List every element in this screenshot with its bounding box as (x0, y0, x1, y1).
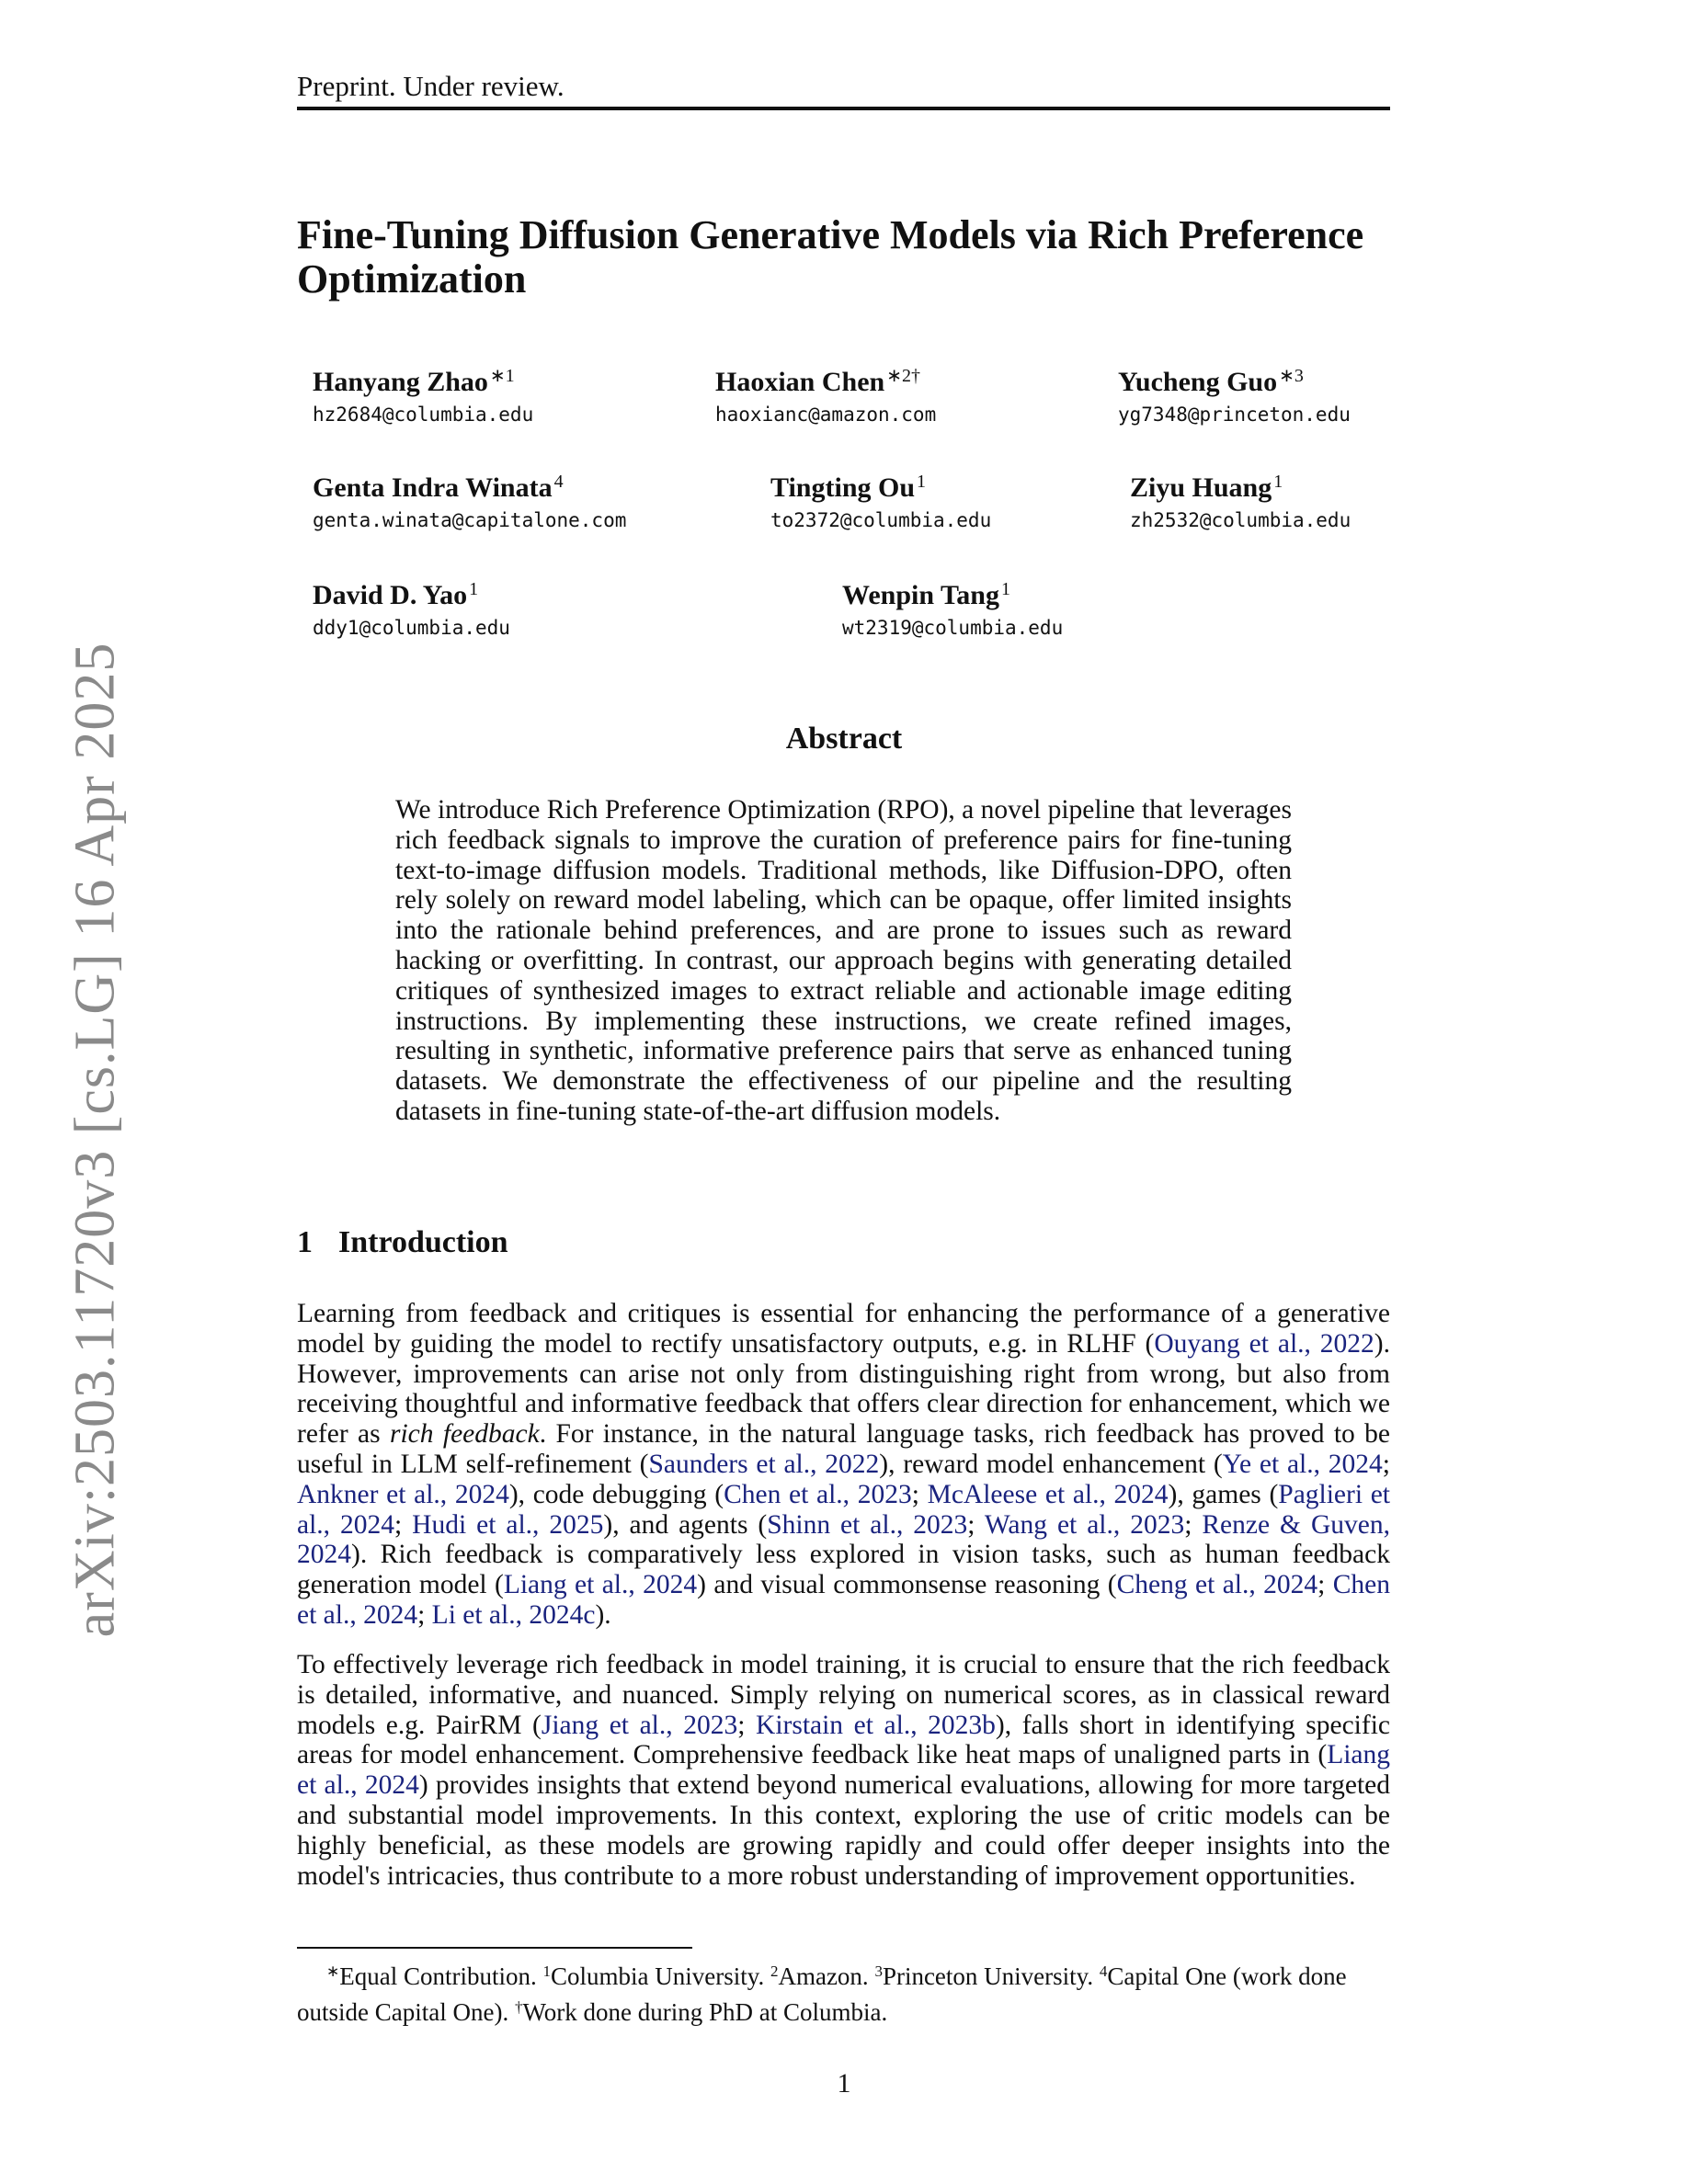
author-block (1130, 472, 1351, 531)
author-name: Ziyu Huang $^1$ (1130, 472, 1283, 503)
author-name: David D. Yao $^1$ (313, 579, 479, 610)
author-name: Genta Indra Winata $^4$ (313, 472, 564, 503)
citation-link[interactable]: Ankner et al., 2024 (297, 1479, 509, 1509)
paper-title: Fine-Tuning Diffusion Generative Models via Rich Preference Optimization (297, 212, 1364, 301)
author-name: Hanyang Zhao $^{∗1}$ (313, 366, 515, 397)
author-email: wt2319@columbia.edu (842, 617, 1064, 639)
footnote: ∗Equal Contribution. $^1$Columbia University. $^2$Amazon. $^3$Princeton University. $^4$Capital One (work done outside Capital One). †Work done during PhD at Columbia. (297, 1962, 1347, 2026)
intro-paragraph-1: Learning from feedback and critiques is essential for enhancing the performance of a generative model by guiding the model to rectify unsatisfactory outputs, e.g. in RLHF (Ouyang et al., 2022). However, improvements can arise not only from distinguishing right from wrong, but also from receiving thoughtful and informative feedback that offers clear direction for enhancement, which we refer as rich feedback. For instance, in the natural language tasks, rich feedback has proved to be useful in LLM self-refinement (Saunders et al., 2022), reward model enhancement (Ye et al., 2024; Ankner et al., 2024), code debugging (Chen et al., 2023; McAleese et al., 2024), games (Paglieri et al., 2024; Hudi et al., 2025), and agents (Shinn et al., 2023; Wang et al., 2023; Renze & Guven, 2024). Rich feedback is comparatively less explored in vision tasks, such as human feedback generation model (Liang et al., 2024) and visual commonsense reasoning (Cheng et al., 2024; Chen et al., 2024; Li et al., 2024c). (297, 1299, 1391, 1630)
citation-link[interactable]: Chen et al., 2023 (724, 1479, 912, 1509)
citation-link[interactable]: Li et al., 2024c (431, 1599, 596, 1630)
author-block (313, 579, 510, 639)
author-block (715, 364, 936, 426)
author-name: Yucheng Guo $^{∗3}$ (1118, 366, 1304, 397)
author-email: hz2684@columbia.edu (313, 404, 534, 426)
citation-link[interactable]: Cheng et al., 2024 (1116, 1570, 1318, 1600)
citation-link[interactable]: Paglieri et al., 2024 (297, 1479, 1390, 1540)
citation-link[interactable]: Hudi et al., 2025 (412, 1509, 604, 1540)
author-block (842, 579, 1063, 639)
citation-link[interactable]: McAleese et al., 2024 (927, 1479, 1169, 1509)
section-number: 1 (297, 1225, 313, 1259)
section-title: Introduction (338, 1225, 508, 1259)
author-email: ddy1@columbia.edu (313, 617, 510, 639)
citation-link[interactable]: Shinn et al., 2023 (767, 1509, 968, 1540)
section-heading (297, 1225, 508, 1260)
intro-paragraph-2: To effectively leverage rich feedback in model training, it is crucial to ensure that the rich feedback is detailed, informative, and nuanced. Simply relying on numerical scores, as in classical reward models e.g. PairRM (Jiang et al., 2023; Kirstain et al., 2023b), falls short in identifying specific areas for model enhancement. Comprehensive feedback like heat maps of unaligned parts in (Liang et al., 2024) provides insights that extend beyond numerical evaluations, allowing for more targeted and substantial model improvements. In this context, exploring the use of critic models can be highly beneficial, as these models are growing rapidly and could offer deeper insights into the model's intricacies, thus contribute to a more robust understanding of improvement opportunities. (297, 1650, 1390, 1891)
citation-link[interactable]: Kirstain et al., 2023b (756, 1710, 996, 1740)
citation-link[interactable]: Renze & Guven, 2024 (297, 1509, 1390, 1570)
abstract-heading: Abstract (785, 722, 903, 756)
author-block (313, 472, 626, 531)
page-number: 1 (837, 2068, 851, 2099)
author-block (313, 364, 533, 426)
citation-link[interactable]: Ouyang et al., 2022 (1154, 1328, 1374, 1359)
citation-link[interactable]: Wang et al., 2023 (984, 1509, 1185, 1540)
author-email: to2372@columbia.edu (770, 509, 992, 531)
author-email: genta.winata@capitalone.com (313, 509, 627, 531)
running-head: Preprint. Under review. (297, 70, 565, 102)
citation-link[interactable]: Ye et al., 2024 (1222, 1449, 1383, 1479)
footnote-rule (297, 1947, 692, 1949)
citation-link[interactable]: Chen et al., 2024 (297, 1570, 1391, 1630)
author-email: haoxianc@amazon.com (715, 404, 937, 426)
abstract-text: We introduce Rich Preference Optimization (RPO), a novel pipeline that leverages rich feedback signals to improve the curation of preference pairs for fine-tuning text-to-image diffusion models. Traditional methods, like Diffusion-DPO, often rely solely on reward model labeling, which can be opaque, offer limited insights into the rationale behind preferences, and are prone to issues such as reward hacking or overfitting. In contrast, our approach begins with generating detailed critiques of synthesized images to extract reliable and actionable image editing instructions. By implementing these instructions, we create refined images, resulting in synthetic, informative preference pairs that serve as enhanced tuning datasets. We demonstrate the effectiveness of our pipeline and the resulting datasets in fine-tuning state-of-the-art diffusion models. (395, 795, 1292, 1126)
arxiv-stamp-text: arXiv:2503.11720v3 [cs.LG] 16 Apr 2025 (63, 642, 127, 1638)
author-name: Wenpin Tang $^1$ (842, 579, 1010, 610)
citation-link[interactable]: Jiang et al., 2023 (541, 1710, 738, 1740)
author-email: yg7348@princeton.edu (1118, 404, 1351, 426)
header-rule (297, 107, 1390, 110)
author-block (1118, 364, 1351, 426)
citation-link[interactable]: Liang et al., 2024 (503, 1570, 698, 1600)
citation-link[interactable]: Liang et al., 2024 (297, 1740, 1390, 1801)
author-block (770, 472, 991, 531)
citation-link[interactable]: Saunders et al., 2022 (648, 1449, 880, 1479)
author-name: Tingting Ou $^1$ (770, 472, 927, 503)
author-email: zh2532@columbia.edu (1130, 509, 1352, 531)
author-name: Haoxian Chen $^{∗2\dagger}$ (715, 366, 920, 397)
